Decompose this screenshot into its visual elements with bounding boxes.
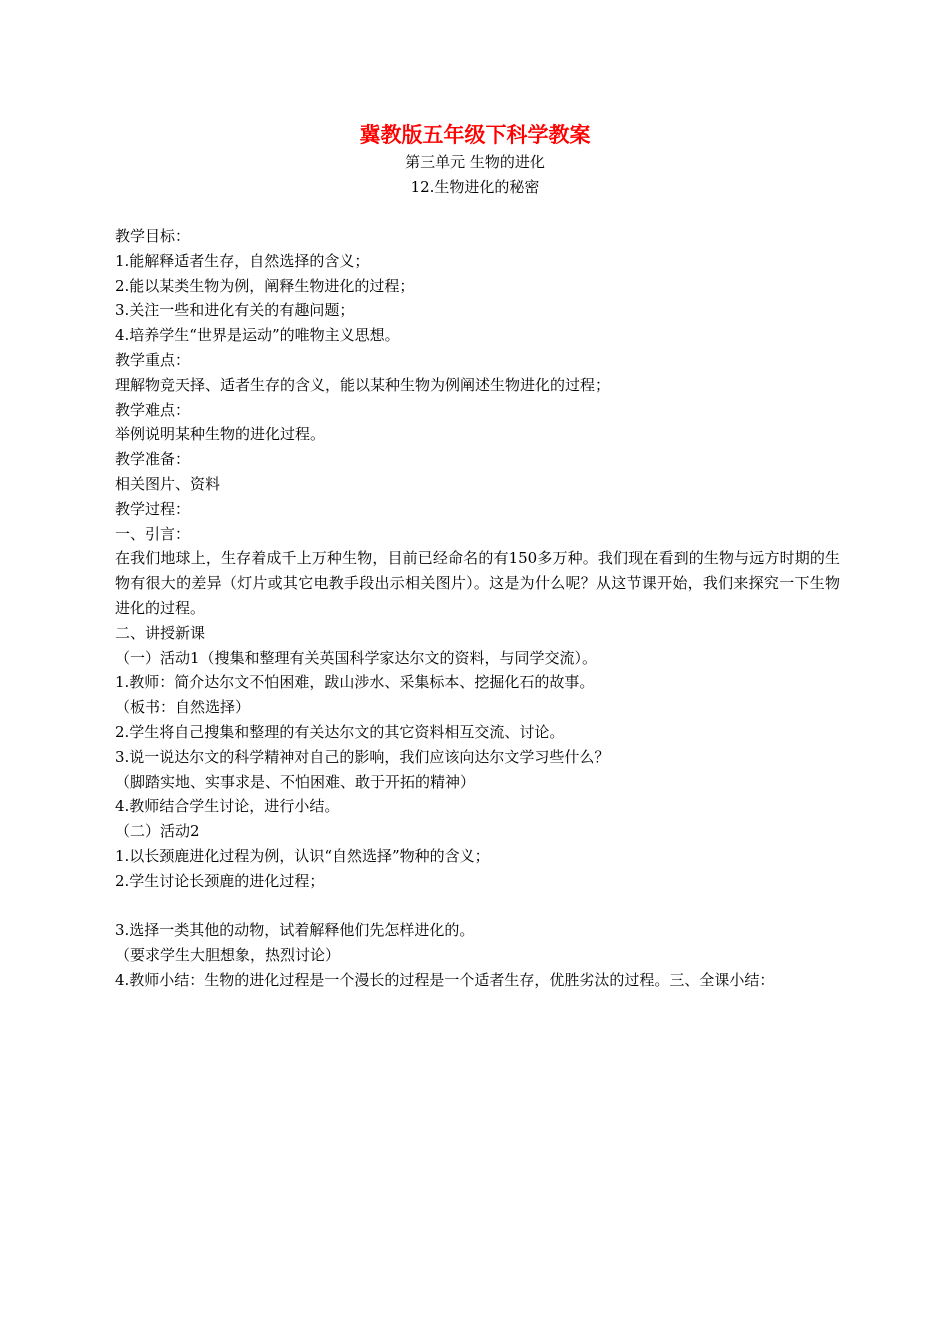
objective-item: 1.能解释适者生存，自然选择的含义；	[115, 251, 370, 270]
lesson-plan-body	[115, 224, 840, 993]
board-note: （板书：自然选择）	[115, 698, 251, 717]
activity-note: （脚踏实地、实事求是、不怕困难、敢于开拓的精神）	[115, 772, 476, 791]
activity-step: 4.教师结合学生讨论，进行小结。	[115, 797, 340, 816]
activity-2-heading: （二）活动2	[115, 822, 200, 841]
activity-1-heading: （一）活动1（搜集和整理有关英国科学家达尔文的资料，与同学交流）。	[115, 648, 598, 667]
activity-step: 2.学生将自己搜集和整理的有关达尔文的其它资料相互交流、讨论。	[115, 722, 565, 741]
section-heading-process: 教学过程：	[115, 499, 191, 518]
activity-step: 3.说一说达尔文的科学精神对自己的影响，我们应该向达尔文学习些什么？	[115, 747, 610, 766]
subsection-introduction: 一、引言：	[115, 524, 191, 543]
preparation-text: 相关图片、资料	[115, 474, 221, 493]
unit-heading: 第三单元 生物的进化	[405, 153, 545, 171]
activity-step: 1.教师：简介达尔文不怕困难，跋山涉水、采集标本、挖掘化石的故事。	[115, 673, 595, 692]
activity-step: 3.选择一类其他的动物，试着解释他们先怎样进化的。	[115, 921, 475, 940]
introduction-paragraph: 在我们地球上，生存着成千上万种生物，目前已经命名的有150多万种。我们现在看到的生物与远方时期的生物有很大的差异（灯片或其它电教手段出示相关图片）。这是为什么呢？从这节课开始，我们来探究一下生物进化的过程。	[115, 549, 840, 617]
objective-item: 2.能以某类生物为例，阐释生物进化的过程；	[115, 276, 415, 295]
section-heading-key-points: 教学重点：	[115, 350, 191, 369]
key-points-text: 理解物竞天择、适者生存的含义，能以某种生物为例阐述生物进化的过程；	[115, 375, 611, 394]
difficulties-text: 举例说明某种生物的进化过程。	[115, 425, 326, 444]
teacher-summary: 4.教师小结：生物的进化过程是一个漫长的过程是一个适者生存，优胜劣汰的过程。三、全课小结：	[115, 970, 775, 989]
activity-step: 2.学生讨论长颈鹿的进化过程；	[115, 871, 325, 890]
document-title: 冀教版五年级下科学教案	[359, 123, 591, 147]
section-heading-difficulties: 教学难点：	[115, 400, 191, 419]
objective-item: 4.培养学生“世界是运动”的唯物主义思想。	[115, 326, 400, 345]
blank-line	[115, 894, 840, 919]
section-heading-objectives: 教学目标：	[115, 227, 191, 245]
activity-step: 1.以长颈鹿进化过程为例，认识“自然选择”物种的含义；	[115, 846, 490, 865]
subsection-new-lesson: 二、讲授新课	[115, 623, 206, 642]
lesson-heading: 12.生物进化的秘密	[410, 178, 540, 196]
section-heading-preparation: 教学准备：	[115, 450, 191, 469]
activity-note: （要求学生大胆想象，热烈讨论）	[115, 946, 341, 965]
objective-item: 3.关注一些和进化有关的有趣问题；	[115, 301, 355, 320]
